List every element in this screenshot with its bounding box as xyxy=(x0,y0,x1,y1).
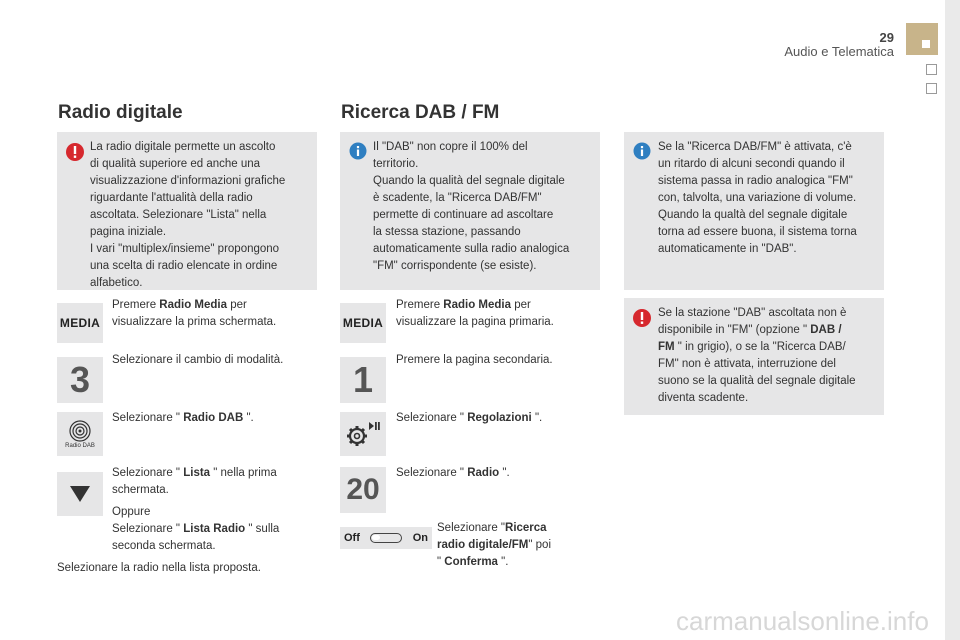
left-step3-text: Selezionare " Radio DAB ". xyxy=(112,412,254,424)
warning-text: Se la stazione "DAB" ascoltata non è disponibile in "FM" (opzione " DAB / FM " in grigio), o se la "Ricerca DAB/ FM" non è attivata, interruzione del suono se la qualità del segnale digitale diventa scadente. xyxy=(658,307,856,404)
right-step2-text: Premere la pagina secondaria. xyxy=(396,354,553,366)
right-step4-text: Selezionare " Radio ". xyxy=(396,467,510,479)
intro-box xyxy=(57,132,317,290)
info-icon xyxy=(349,142,367,160)
media-button-icon: MEDIA xyxy=(340,303,386,343)
media-button-icon: MEDIA xyxy=(57,303,103,343)
step-badge-1: 1 xyxy=(340,357,386,403)
section-title: Audio e Telematica xyxy=(784,44,894,59)
right-step1-text: Premere Radio Media per visualizzare la pagina primaria. xyxy=(396,299,554,328)
warning-icon xyxy=(65,142,85,162)
tab-marker-1 xyxy=(926,64,937,75)
chapter-tab xyxy=(906,23,938,55)
left-step4-text: Selezionare " Lista " nella prima schermata. Oppure Selezionare " Lista Radio " sulla seconda schermata. xyxy=(112,467,280,552)
info-box-2 xyxy=(624,132,884,290)
info-icon xyxy=(633,142,651,160)
info-text-2: Se la "Ricerca DAB/FM" è attivata, c'è un ritardo di alcuni secondi quando il sistema passa in radio analogica "FM" con, talvolta, una variazione di volume. Quando la qualtà del segnale digitale torna ad essere buona, il sistema torna automaticamente in "DAB". xyxy=(658,141,857,255)
info-box-1 xyxy=(340,132,600,290)
page-number: 29 xyxy=(879,30,894,45)
ricerca-dab-heading: Ricerca DAB / FM xyxy=(341,102,500,123)
left-footer-text: Selezionare la radio nella lista proposta. xyxy=(57,562,261,574)
settings-icon xyxy=(340,412,386,456)
down-arrow-icon xyxy=(57,472,103,516)
left-step1-text: Premere Radio Media per visualizzare la prima schermata. xyxy=(112,299,277,328)
right-step5-text: Selezionare "Ricerca radio digitale/FM" poi " Conferma ". xyxy=(437,522,551,568)
watermark: carmanualsonline.info xyxy=(676,606,929,636)
tab-marker-2 xyxy=(926,83,937,94)
radio-digitale-heading: Radio digitale xyxy=(58,102,183,123)
radio-waves-icon xyxy=(69,420,91,442)
side-strip xyxy=(945,0,960,640)
radio-dab-icon: Radio DAB xyxy=(57,412,103,456)
left-step2-text: Selezionare il cambio di modalità. xyxy=(112,354,284,366)
info-text-1: Il "DAB" non copre il 100% del territorio. Quando la qualità del segnale digitale è scadente, la "Ricerca DAB/FM" permette di continuare ad ascoltare la stessa stazione, passando automaticamente sulla radio analogica "FM" corrispondente (se esiste). xyxy=(373,141,570,272)
warning-icon xyxy=(632,308,652,328)
warning-box xyxy=(624,298,884,415)
step-badge-20: 20 xyxy=(340,467,386,513)
right-step3-text: Selezionare " Regolazioni ". xyxy=(396,412,543,424)
step-badge-3: 3 xyxy=(57,357,103,403)
off-on-toggle-icon: Off On xyxy=(340,527,432,549)
gear-icon xyxy=(345,419,381,449)
intro-text: La radio digitale permette un ascolto di qualità superiore ed anche una visualizzazione d'informazioni grafiche riguardante l'attualità della radio ascoltata. Selezionare "Lista" nella pagina iniziale. I vari "multiplex/insieme" propongono una scelta di radio elencate in ordine alfabetico. xyxy=(90,141,286,289)
